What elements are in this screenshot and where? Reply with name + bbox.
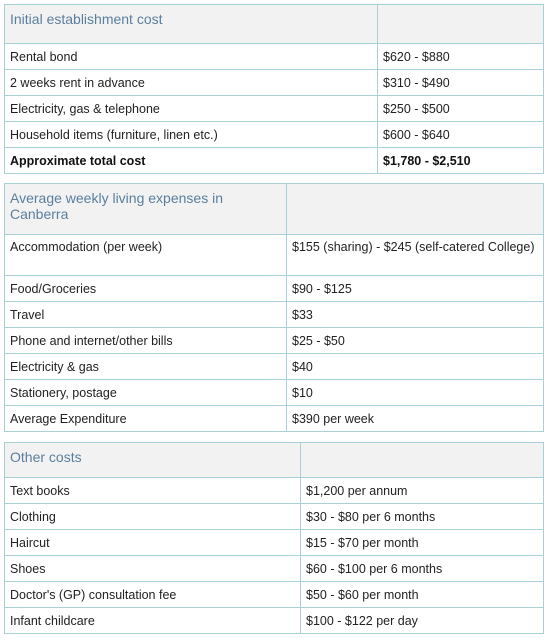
other-costs-table <box>4 442 544 634</box>
table-title: Average weekly living expenses in Canberra <box>5 184 287 235</box>
row-value: $40 <box>287 354 544 380</box>
table-row <box>5 96 544 122</box>
table-row <box>5 122 544 148</box>
row-label: Rental bond <box>5 44 378 70</box>
row-value: $155 (sharing) - $245 (self-catered College) <box>287 235 544 276</box>
table-row <box>5 380 544 406</box>
empty-header-cell <box>378 5 544 44</box>
row-value: $390 per week <box>287 406 544 432</box>
weekly-expenses-table <box>4 183 544 432</box>
row-value: $15 - $70 per month <box>301 530 544 556</box>
row-label: Travel <box>5 302 287 328</box>
row-label: Stationery, postage <box>5 380 287 406</box>
total-value: $1,780 - $2,510 <box>378 148 544 174</box>
total-row <box>5 148 544 174</box>
table-header-row <box>5 5 544 44</box>
table-row <box>5 235 544 276</box>
table-title: Initial establishment cost <box>5 5 378 44</box>
row-value: $60 - $100 per 6 months <box>301 556 544 582</box>
row-value: $90 - $125 <box>287 276 544 302</box>
row-value: $1,200 per annum <box>301 478 544 504</box>
row-label: Household items (furniture, linen etc.) <box>5 122 378 148</box>
establishment-cost-table <box>4 4 544 174</box>
table-header-row <box>5 184 544 235</box>
row-value: $33 <box>287 302 544 328</box>
table-row <box>5 478 544 504</box>
table-row <box>5 70 544 96</box>
table-row <box>5 608 544 634</box>
empty-header-cell <box>287 184 544 235</box>
row-value: $620 - $880 <box>378 44 544 70</box>
row-label: Haircut <box>5 530 301 556</box>
row-label: Shoes <box>5 556 301 582</box>
row-value: $50 - $60 per month <box>301 582 544 608</box>
table-header-row <box>5 443 544 478</box>
row-value: $10 <box>287 380 544 406</box>
total-label: Approximate total cost <box>5 148 378 174</box>
table-title: Other costs <box>5 443 301 478</box>
empty-header-cell <box>301 443 544 478</box>
table-row <box>5 276 544 302</box>
table-row <box>5 582 544 608</box>
row-label: Electricity, gas & telephone <box>5 96 378 122</box>
table-row <box>5 504 544 530</box>
row-label: Infant childcare <box>5 608 301 634</box>
row-label: Clothing <box>5 504 301 530</box>
table-row <box>5 556 544 582</box>
row-value: $600 - $640 <box>378 122 544 148</box>
row-label: Accommodation (per week) <box>5 235 287 276</box>
table-row <box>5 530 544 556</box>
row-label: 2 weeks rent in advance <box>5 70 378 96</box>
row-label: Doctor's (GP) consultation fee <box>5 582 301 608</box>
row-value: $30 - $80 per 6 months <box>301 504 544 530</box>
table-row <box>5 328 544 354</box>
table-row <box>5 302 544 328</box>
row-value: $310 - $490 <box>378 70 544 96</box>
row-value: $100 - $122 per day <box>301 608 544 634</box>
row-label: Food/Groceries <box>5 276 287 302</box>
row-label: Phone and internet/other bills <box>5 328 287 354</box>
row-label: Average Expenditure <box>5 406 287 432</box>
table-row <box>5 354 544 380</box>
row-label: Text books <box>5 478 301 504</box>
row-value: $250 - $500 <box>378 96 544 122</box>
row-label: Electricity & gas <box>5 354 287 380</box>
table-row <box>5 406 544 432</box>
table-row <box>5 44 544 70</box>
row-value: $25 - $50 <box>287 328 544 354</box>
